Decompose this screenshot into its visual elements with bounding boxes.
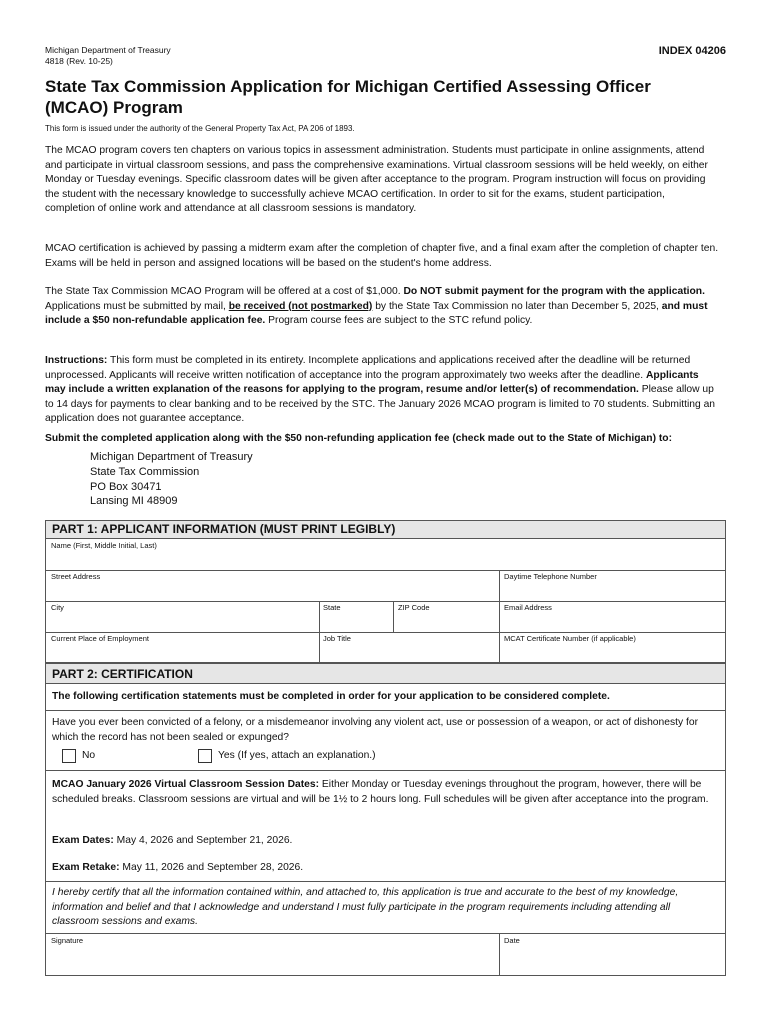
employment-field[interactable] xyxy=(46,632,318,662)
title-line-2: (MCAO) Program xyxy=(45,98,183,117)
phone-label: Daytime Telephone Number xyxy=(504,572,597,581)
part1-table xyxy=(45,520,726,663)
date-label: Date xyxy=(504,936,520,945)
certify-statement: I hereby certify that all the information contained within, and attached to, this application is true and accurate to the best of my knowledge, information and belief and that I acknowledge and understand I must fully participate in the program requirements including attending all classroom sessions and exams. xyxy=(52,887,679,928)
instructions-label: Instructions: xyxy=(45,355,108,366)
session-text: Either Monday or Tuesday evenings throughout the program, however, there will be scheduled breaks. Classroom sessions are virtual and will be 1½ to 2 hours long. Full schedules will be given after acceptance into the program. xyxy=(52,779,709,805)
session-label: MCAO January 2026 Virtual Classroom Session Dates: xyxy=(52,779,320,790)
employment-label: Current Place of Employment xyxy=(51,634,149,643)
instructions-text-c: Please allow up to 14 days for payments to clear banking and to be received by the STC. The January 2026 MCAO program is limited to 70 students. Submitting an application does not guarantee acceptance. xyxy=(45,384,716,425)
street-field[interactable] xyxy=(46,570,498,601)
phone-field[interactable] xyxy=(500,570,725,601)
name-field[interactable] xyxy=(46,539,725,570)
city-label: City xyxy=(51,603,64,612)
cost-text-b: Do NOT submit payment for the program with the application. xyxy=(403,286,705,297)
retake-label: Exam Retake: xyxy=(52,862,120,873)
cost-text-e: by the State Tax Commission no later than December 5, 2025, xyxy=(372,300,662,312)
yes-label: Yes (If yes, attach an explanation.) xyxy=(218,750,376,761)
email-field[interactable] xyxy=(500,601,725,632)
cost-text-f: and must include a $50 non-refundable application fee. xyxy=(45,300,708,327)
city-field[interactable] xyxy=(46,601,318,632)
address-line-4: Lansing MI 48909 xyxy=(90,495,178,508)
part1-heading: PART 1: APPLICANT INFORMATION (MUST PRINT LEGIBLY) xyxy=(46,521,725,539)
no-checkbox[interactable] xyxy=(62,749,76,763)
name-label: Name (First, Middle Initial, Last) xyxy=(51,541,157,550)
part2-statement: The following certification statements must be completed in order for your application to be considered complete. xyxy=(52,691,610,702)
cost-text-d: be received (not postmarked) xyxy=(228,300,373,312)
cost-text-c: Applications must be submitted by mail, xyxy=(45,300,229,312)
exam-label: Exam Dates: xyxy=(52,835,114,846)
zip-label: ZIP Code xyxy=(398,603,430,612)
job-title-field[interactable] xyxy=(320,632,498,662)
session-dates xyxy=(52,778,712,807)
signature-field[interactable] xyxy=(46,933,498,975)
form-index: INDEX 04206 xyxy=(658,45,726,57)
retake-text: May 11, 2026 and September 28, 2026. xyxy=(119,862,304,873)
form-revision: 4818 (Rev. 10-25) xyxy=(45,56,113,66)
cost-text-g: Program course fees are subject to the STC refund policy. xyxy=(265,315,533,327)
exam-dates xyxy=(52,834,292,849)
mailing-address xyxy=(90,450,253,509)
exam-text: May 4, 2026 and September 21, 2026. xyxy=(113,835,293,846)
intro-paragraph: The MCAO program covers ten chapters on various topics in assessment administration. Students must participate in online assignments, attend and participate in virtual classroom sessions, and pass the comprehensive examinations. Virtual classroom sessions will be held weekly, on either Monday or Tuesday evenings. Specific classroom dates will be given after acceptance to the program. Program instruction will focus on providing the student with the necessary knowledge to successfully achieve MCAO certification. In order to sit for the exams, student participation, completion of online work and attendance at all classroom sessions is mandatory. xyxy=(45,145,708,215)
address-line-1: Michigan Department of Treasury xyxy=(90,451,253,463)
state-field[interactable] xyxy=(320,601,392,632)
felony-question: Have you ever been convicted of a felony, or a misdemeanor involving any violent act, use or possession of a weapon, or act of dishonesty for which the record has not been sealed or expunged? xyxy=(52,717,699,743)
part2-table xyxy=(45,663,726,976)
department-name: Michigan Department of Treasury xyxy=(45,45,171,55)
street-label: Street Address xyxy=(51,572,101,581)
job-title-label: Job Title xyxy=(323,634,351,643)
instructions-paragraph xyxy=(45,354,717,427)
cost-text-a: The State Tax Commission MCAO Program will be offered at a cost of $1,000. xyxy=(45,286,404,297)
signature-label: Signature xyxy=(51,936,84,945)
zip-field[interactable] xyxy=(394,601,498,632)
yes-checkbox[interactable] xyxy=(198,749,212,763)
address-line-3: PO Box 30471 xyxy=(90,480,162,493)
mcat-label: MCAT Certificate Number (if applicable) xyxy=(504,634,636,643)
email-label: Email Address xyxy=(504,603,552,612)
part2-heading: PART 2: CERTIFICATION xyxy=(46,664,725,684)
mcat-field[interactable] xyxy=(500,632,725,662)
certification-paragraph: MCAO certification is achieved by passing a midterm exam after the completion of chapter five, and a final exam after the completion of chapter ten. Exams will be held in person and assigned locations will be based on the student's home address. xyxy=(45,243,719,269)
page-title xyxy=(45,76,735,118)
exam-retake xyxy=(52,861,303,876)
form-header-info xyxy=(45,45,171,67)
address-line-2: State Tax Commission xyxy=(90,465,200,478)
cost-paragraph xyxy=(45,285,717,329)
submit-instruction: Submit the completed application along with the $50 non-refunding application fee (check made out to the State of Michigan) to: xyxy=(45,433,673,444)
instructions-text-b: Applicants may include a written explanation of the reasons for applying to the program, resume and/or letter(s) of recommendation. xyxy=(45,369,699,396)
authority-note: This form is issued under the authority of the General Property Tax Act, PA 206 of 1893. xyxy=(45,124,355,133)
title-line-1: State Tax Commission Application for Michigan Certified Assessing Officer xyxy=(45,77,651,96)
instructions-text-a: This form must be completed in its entirety. Incomplete applications and applications received after the deadline will be returned unprocessed. Applicants will receive written notification of acceptance into the program approximately two weeks after the deadline. xyxy=(45,355,691,381)
no-label: No xyxy=(82,750,96,761)
state-label: State xyxy=(323,603,341,612)
date-field[interactable] xyxy=(500,933,725,975)
